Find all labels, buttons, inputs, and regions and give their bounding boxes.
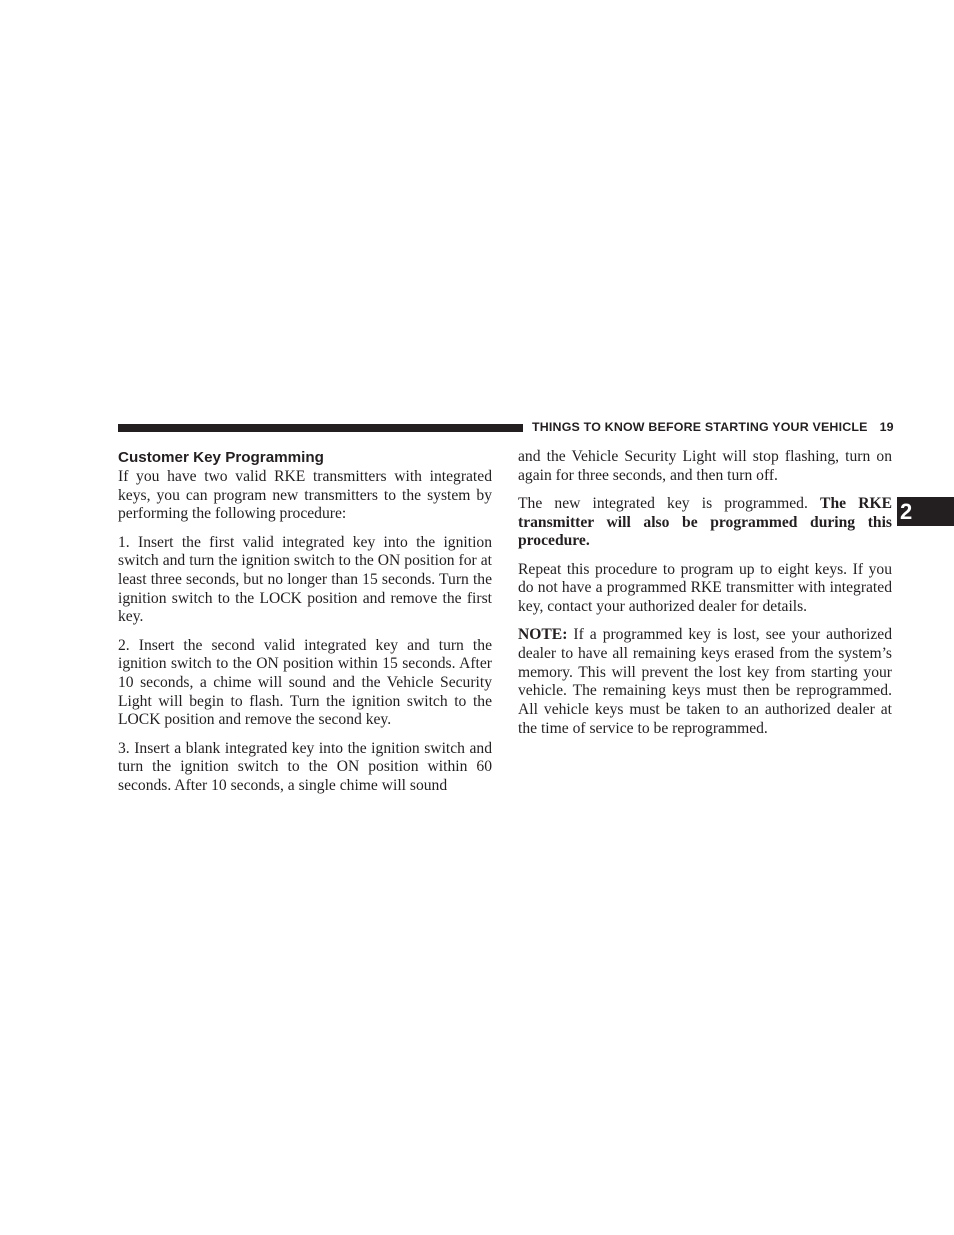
note-paragraph: [518, 626, 892, 738]
intro-paragraph: If you have two valid RKE transmitters with integrated keys, you can program new transmitters to the system by performing the following procedure:: [118, 468, 492, 523]
note-label: NOTE:: [518, 626, 568, 644]
step-1-paragraph: 1. Insert the first valid integrated key into the ignition switch and turn the ignition switch to the ON position for at least three seconds, but no longer than 15 seconds. Turn the ignition switch to the LOCK position and remove the first key.: [118, 533, 492, 626]
left-column: [118, 448, 492, 805]
section-title: THINGS TO KNOW BEFORE STARTING YOUR VEHICLE: [532, 420, 868, 434]
running-header: [532, 420, 894, 434]
page-number: 19: [879, 420, 894, 434]
repeat-paragraph: Repeat this procedure to program up to eight keys. If you do not have a programmed RKE transmitter with integrated key, contact your authorized dealer for details.: [518, 560, 892, 615]
header-rule: [118, 424, 523, 432]
programmed-text: The new integrated key is programmed.: [518, 494, 821, 512]
section-heading: Customer Key Programming: [118, 449, 324, 466]
step-3-continued-paragraph: and the Vehicle Security Light will stop flashing, turn on again for three seconds, and then turn off.: [518, 448, 892, 484]
programmed-bold-text: The RKE transmitter will also be programmed during this procedure.: [518, 494, 892, 550]
step-3-paragraph: 3. Insert a blank integrated key into the ignition switch and turn the ignition switch to the ON position within 60 seconds. After 10 seconds, a single chime will sound: [118, 739, 492, 795]
chapter-tab: 2: [897, 497, 954, 526]
note-text: If a programmed key is lost, see your authorized dealer to have all remaining keys erased from the system’s memory. This will prevent the lost key from starting your vehicle. The remaining keys must then be reprogrammed. All vehicle keys must be taken to an authorized dealer at the time of service to be reprogrammed.: [518, 626, 892, 737]
right-column: [518, 448, 892, 748]
programmed-paragraph: [518, 495, 892, 551]
step-2-paragraph: 2. Insert the second valid integrated key and turn the ignition switch to the ON position within 15 seconds. After 10 seconds, a chime will sound and the Vehicle Security Light will begin to flash. Turn the ignition switch to the LOCK position and remove the second key.: [118, 636, 492, 729]
